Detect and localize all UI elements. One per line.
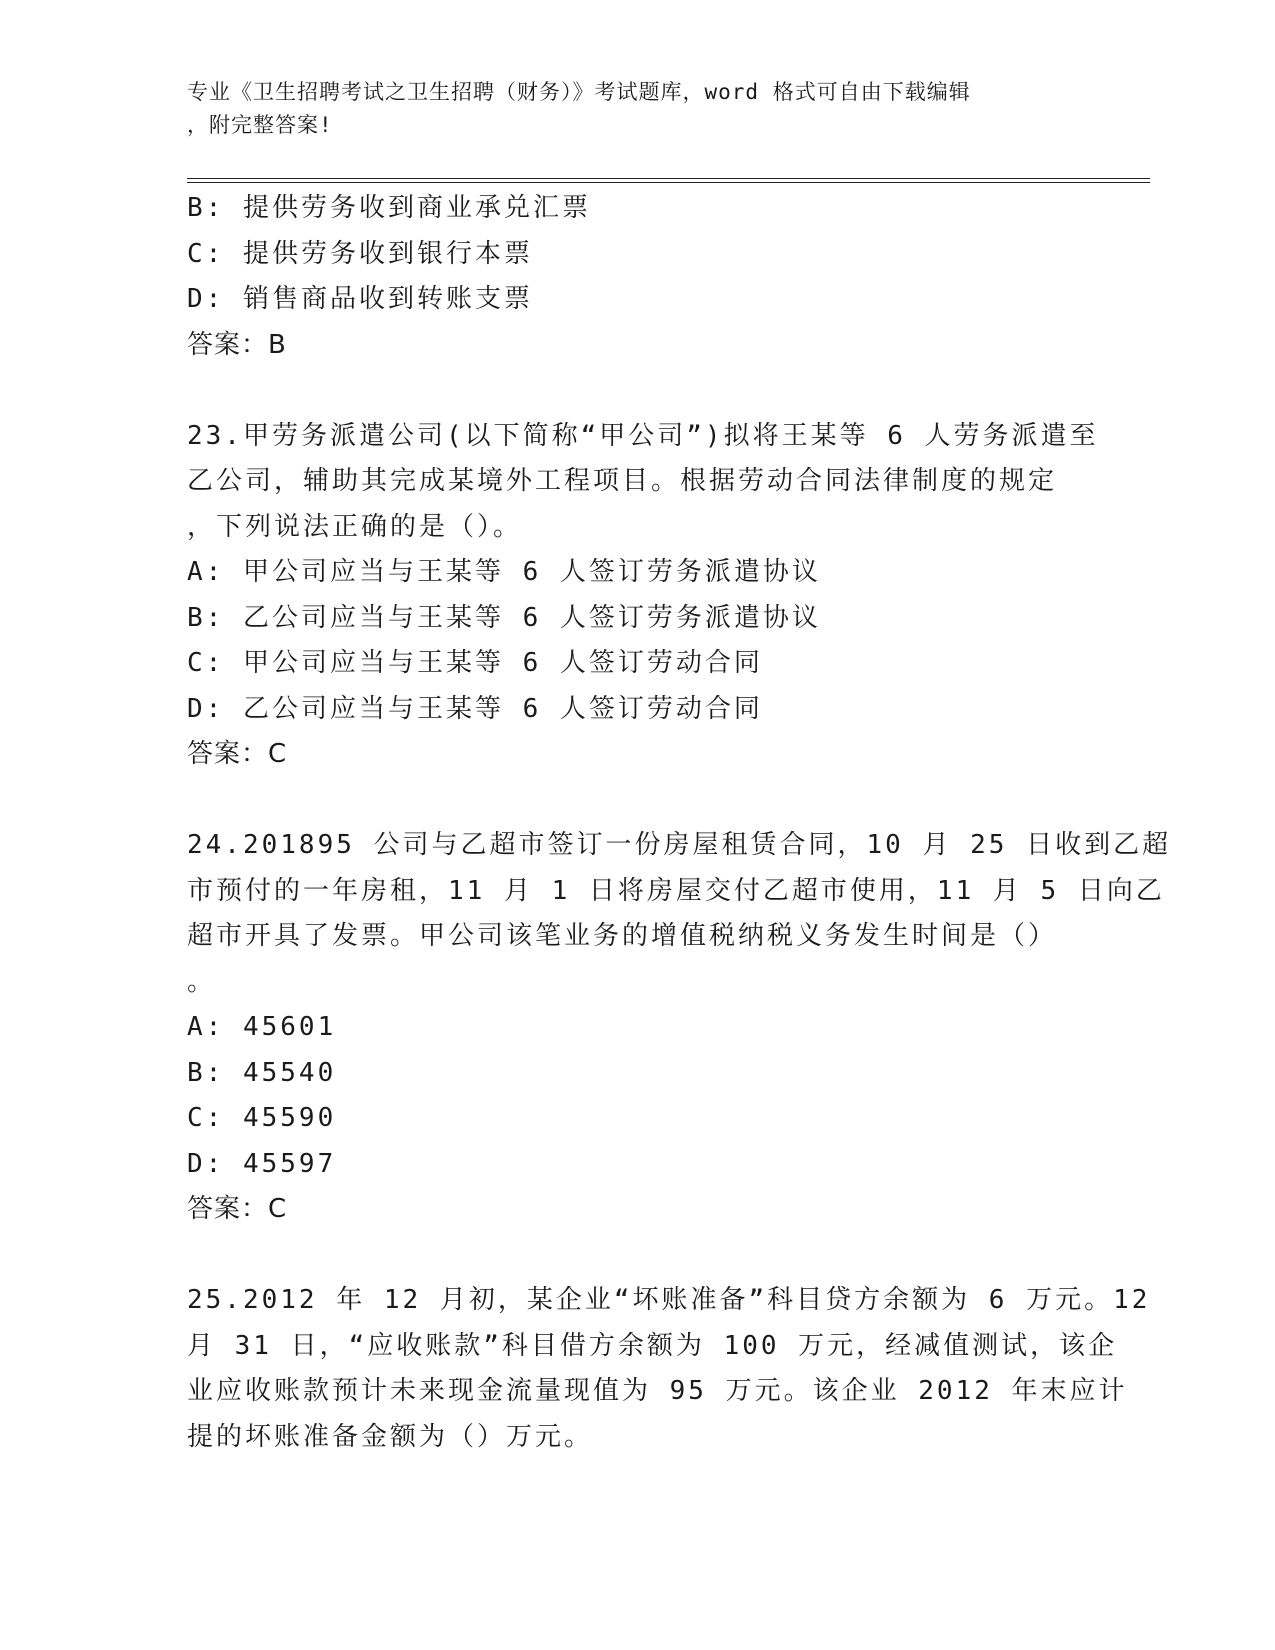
question-stem: 提的坏账准备金额为（）万元。 [187,1421,594,1452]
option-a: A: 45601 [187,1012,337,1042]
question-22 [187,186,1087,368]
document-header [187,76,1087,142]
question-stem: 25.2012 年 12 月初，某企业“坏账准备”科目贷方余额为 6 万元。12 [187,1285,1151,1315]
question-stem: 。 [187,966,217,997]
option-b: B: 乙公司应当与王某等 6 人签订劳务派遣协议 [187,602,821,633]
option-c: C: 甲公司应当与王某等 6 人签订劳动合同 [187,648,763,678]
option-d: D: 乙公司应当与王某等 6 人签订劳动合同 [187,693,763,724]
question-stem: 24.201895 公司与乙超市签订一份房屋租赁合同，10 月 25 日收到乙超 [187,830,1172,860]
question-stem: 23.甲劳务派遣公司(以下简称“甲公司”)拟将王某等 6 人劳务派遣至 [187,420,1099,451]
question-25 [187,1278,1151,1460]
question-stem: 乙公司，辅助其完成某境外工程项目。根据劳动合同法律制度的规定 [187,466,1058,496]
option-c: C: 45590 [187,1103,337,1133]
spacer [187,1233,1087,1279]
question-stem: 超市开具了发票。甲公司该笔业务的增值税纳税义务发生时间是（） [187,921,1058,951]
option-b: B: 45540 [187,1057,337,1088]
option-b: B: 提供劳务收到商业承兑汇票 [187,193,591,223]
answer: 答案：B [187,329,287,360]
header-divider [187,178,1150,179]
option-a: A: 甲公司应当与王某等 6 人签订劳务派遣协议 [187,557,821,587]
option-c: C: 提供劳务收到银行本票 [187,238,533,269]
question-stem: ，下列说法正确的是（）。 [187,511,523,542]
option-d: D: 销售商品收到转账支票 [187,284,533,314]
spacer [187,368,1087,414]
option-d: D: 45597 [187,1148,337,1179]
question-stem: 市预付的一年房租，11 月 1 日将房屋交付乙超市使用，11 月 5 日向乙 [187,875,1165,906]
header-line: ，附完整答案! [187,113,333,137]
question-list [187,186,1172,1460]
header-line: 专业《卫生招聘考试之卫生招聘（财务）》考试题库，word 格式可自由下载编辑 [187,80,971,104]
answer: 答案：C [187,1194,288,1224]
question-stem: 月 31 日，“应收账款”科目借方余额为 100 万元，经减值测试，该企 [187,1330,1118,1361]
answer: 答案：C [187,739,288,769]
question-24 [187,823,1172,1233]
spacer [187,778,1087,824]
question-stem: 业应收账款预计未来现金流量现值为 95 万元。该企业 2012 年末应计 [187,1376,1128,1406]
header-divider [187,182,1150,183]
question-23 [187,414,1099,778]
